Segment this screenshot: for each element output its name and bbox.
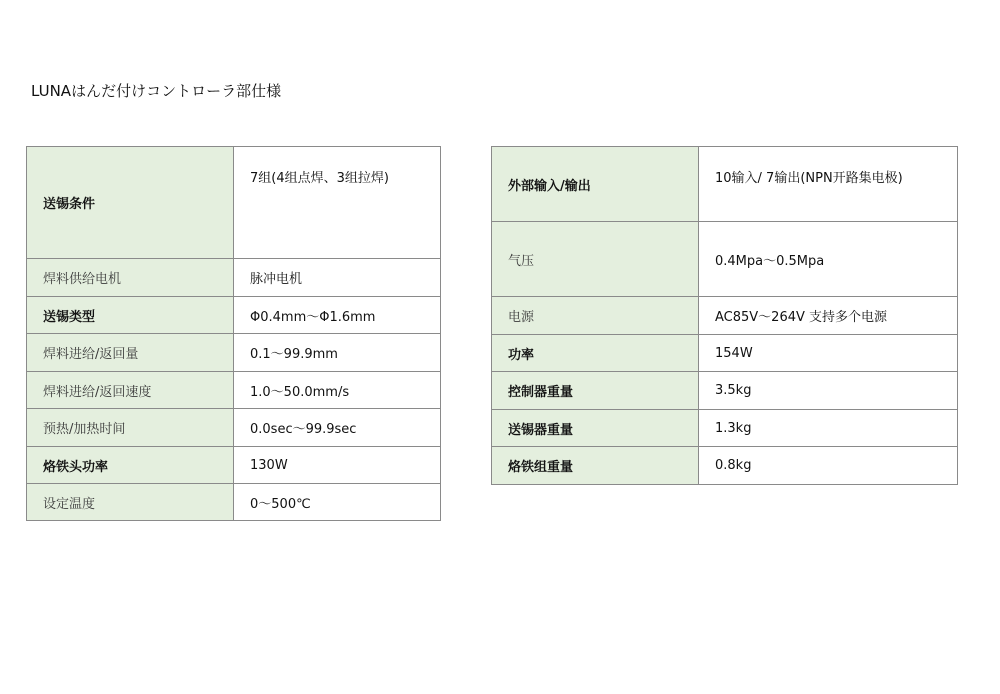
row-value: 0.4Mpa～0.5Mpa bbox=[699, 222, 958, 297]
row-value: 脉冲电机 bbox=[234, 259, 441, 297]
row-value: 130W bbox=[234, 447, 441, 484]
row-value: 0～500℃ bbox=[234, 484, 441, 521]
row-value: 7组(4组点焊、3组拉焊) bbox=[234, 147, 441, 259]
table-row bbox=[27, 334, 441, 372]
row-label: 电源 bbox=[492, 297, 699, 335]
row-label: 设定温度 bbox=[27, 484, 234, 521]
row-label: 焊料进给/返回速度 bbox=[27, 372, 234, 409]
row-label: 气压 bbox=[492, 222, 699, 297]
table-row bbox=[27, 147, 441, 259]
table-row bbox=[492, 297, 958, 335]
table-row bbox=[27, 409, 441, 447]
table-row bbox=[492, 335, 958, 372]
table-row bbox=[27, 297, 441, 334]
controller-spec-table-right bbox=[491, 146, 958, 485]
row-label: 烙铁组重量 bbox=[492, 447, 699, 485]
table-row bbox=[492, 447, 958, 485]
row-value: 1.0～50.0mm/s bbox=[234, 372, 441, 409]
row-value: 0.0sec～99.9sec bbox=[234, 409, 441, 447]
table-row bbox=[27, 447, 441, 484]
table-row bbox=[492, 147, 958, 222]
row-value: 10输入/ 7输出(NPN开路集电极) bbox=[699, 147, 958, 222]
table-row bbox=[27, 484, 441, 521]
row-value: 0.8kg bbox=[699, 447, 958, 485]
row-label: 外部输入/输出 bbox=[492, 147, 699, 222]
row-value: 0.1～99.9mm bbox=[234, 334, 441, 372]
row-value: AC85V～264V 支持多个电源 bbox=[699, 297, 958, 335]
table-row bbox=[492, 222, 958, 297]
row-label: 送锡条件 bbox=[27, 147, 234, 259]
table-row bbox=[27, 372, 441, 409]
soldering-spec-table-left bbox=[26, 146, 441, 521]
page-title: LUNAはんだ付けコントローラ部仕様 bbox=[31, 82, 282, 100]
table-row bbox=[492, 372, 958, 410]
row-label: 预热/加热时间 bbox=[27, 409, 234, 447]
row-label: 功率 bbox=[492, 335, 699, 372]
table-row bbox=[27, 259, 441, 297]
table-row bbox=[492, 410, 958, 447]
row-label: 烙铁头功率 bbox=[27, 447, 234, 484]
row-value: 154W bbox=[699, 335, 958, 372]
row-value: 3.5kg bbox=[699, 372, 958, 410]
row-label: 送锡器重量 bbox=[492, 410, 699, 447]
row-label: 送锡类型 bbox=[27, 297, 234, 334]
row-label: 焊料进给/返回量 bbox=[27, 334, 234, 372]
row-label: 控制器重量 bbox=[492, 372, 699, 410]
row-value: Φ0.4mm～Φ1.6mm bbox=[234, 297, 441, 334]
row-value: 1.3kg bbox=[699, 410, 958, 447]
row-label: 焊料供给电机 bbox=[27, 259, 234, 297]
